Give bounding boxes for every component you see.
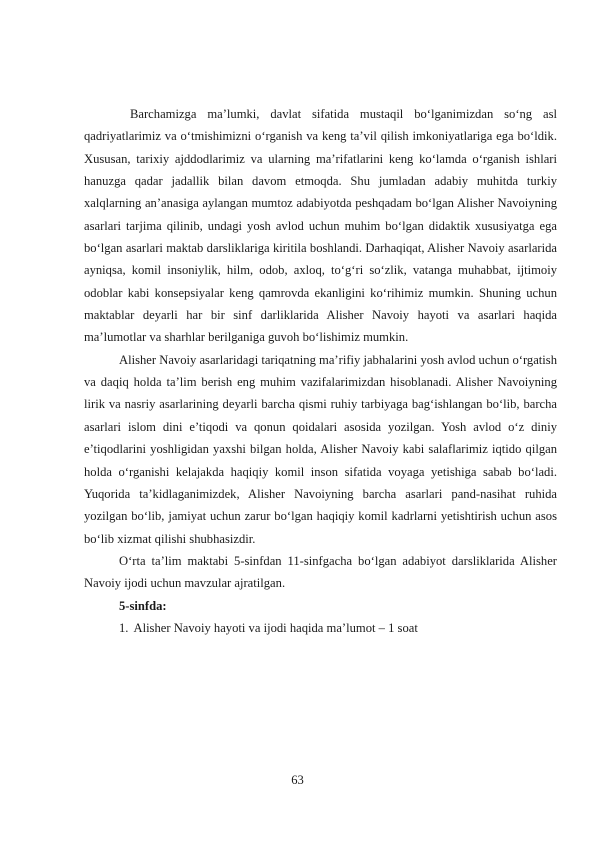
- paragraph-curriculum: O‘rta ta’lim maktabi 5-sinfdan 11-sinfgacha bo‘lgan adabiyot darsliklarida Alisher Navoiy ijodi uchun mavzular ajratilgan.: [84, 553, 557, 591]
- document-body: [84, 103, 557, 639]
- paragraph-teaching: Alisher Navoiy asarlaridagi tariqatning ma’rifiy jabhalarini yosh avlod uchun o‘rgatish va daqiq holda ta’lim berish eng muhim vazifalarimizdan hisoblanadi. Alisher Navoiyning lirik va nasriy asarlarining deyarli barcha qismi ruhiy tarbiyaga bag‘ishlangan bo‘lib, barcha asarlari islom dini e’tiqodi va qonun qoidalari asosida yozilgan. Yosh avlod o‘z diniy e’tiqodlarini yoshligidan yaxshi bilgan holda, Alisher Navoiy kabi salaflarimiz iqtido qilgan holda o‘rganishi kelajakda haqiqiy komil inson sifatida voyaga yetishiga sabab bo‘ladi. Yuqorida ta’kidlaganimizdek, Alisher Navoiyning barcha asarlari pand-nasihat ruhida yozilgan bo‘lib, jamiyat uchun zarur bo‘lgan haqiqiy komil kadrlarni yetishtirish uchun asos bo‘lib xizmat qilishi shubhasizdir.: [84, 352, 557, 546]
- list-item-number: 1.: [119, 620, 129, 635]
- section-heading: 5-sinfda:: [119, 598, 167, 613]
- list-item-text: Alisher Navoiy hayoti va ijodi haqida ma’lumot – 1 soat: [133, 620, 418, 635]
- page-number: 63: [291, 773, 304, 787]
- list-item: [84, 617, 557, 639]
- paragraph-intro: Barchamizga ma’lumki, davlat sifatida mustaqil bo‘lganimizdan so‘ng asl qadriyatlarimiz va o‘tmishimizni o‘rganish va keng ta’vil qilish imkoniyatlariga ega bo‘ldik. Xususan, tarixiy ajddodlarimiz va ularning ma’rifatlarini keng ko‘lamda o‘rganish ishlari hanuzga qadar jadallik bilan davom etmoqda. Shu jumladan adabiy muhitda turkiy xalqlarning an’anasiga aylangan mumtoz adabiyotda peshqadam bo‘lgan Alisher Navoiyning asarlari tarjima qilinib, undagi yosh avlod uchun muhim bo‘lgan didaktik xususiyatga ega bo‘lgan asarlari maktab darsliklariga kiritila boshlandi. Darhaqiqat, Alisher Navoiy asarlarida ayniqsa, komil insoniylik, hilm, odob, axloq, to‘g‘ri so‘zlik, vatanga muhabbat, ijtimoiy odoblar kabi konsepsiyalar keng qamrovda ekanligini ko‘rihimiz mumkin. Shuning uchun maktablar deyarli har bir sinf darliklarida Alisher Navoiy hayoti va asarlari haqida ma’lumotlar va sharhlar berilganiga guvoh bo‘lishimiz mumkin.: [84, 107, 557, 345]
